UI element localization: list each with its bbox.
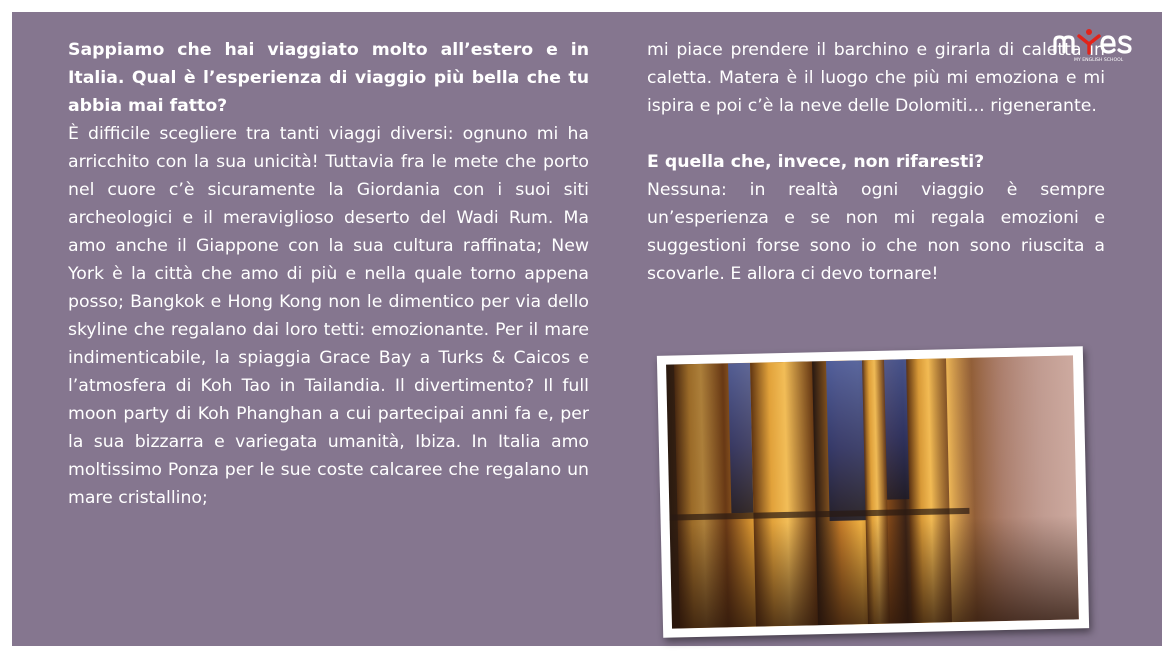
myes-logo: [1052, 28, 1142, 64]
left-column: [68, 36, 589, 512]
interview-answer-1-continued: mi piace prendere il barchino e girarla di caletta in caletta. Matera è il luogo che più mi emoziona e mi ispira e poi c’è la neve delle Dolomiti… rigenerante.: [647, 40, 1105, 116]
interview-answer-1: È difficile scegliere tra tanti viaggi diversi: ognuno mi ha arricchito con la sua unicità! Tuttavia fra le mete che porto nel cuore c’è sicuramente la Giordania con i suoi siti archeologici e il meraviglioso deserto del Wadi Rum. Ma amo anche il Giappone con la sua cultura raffinata; New York è la città che amo di più e nella quale torno appena posso; Bangkok e Hong Kong non le dimentico per via dello skyline che regalano dai loro tetti: emozionante. Per il mare indimenticabile, la spiaggia Grace Bay a Turks & Caicos e l’atmosfera di Koh Tao in Tailandia. Il divertimento? Il full moon party di Koh Phanghan a cui partecipai anni fa e, per la sua bizzarra e variegata umanità, Ibiza. In Italia amo moltissimo Ponza per le sue coste calcaree che regalano un mare cristallino;: [68, 124, 589, 508]
interview-question-1: Sappiamo che hai viaggiato molto all’estero e in Italia. Qual è l’esperienza di viaggio più bella che tu abbia mai fatto?: [68, 40, 589, 116]
right-column: [647, 36, 1105, 288]
logo-tagline: MY ENGLISH SCHOOL: [1074, 58, 1124, 63]
colonnade-photo: [666, 355, 1079, 628]
interview-question-2: E quella che, invece, non rifaresti?: [647, 152, 985, 172]
interview-answer-2: Nessuna: in realtà ogni viaggio è sempre un’esperienza e se non mi regala emozioni e suggestioni forse sono io che non sono riuscita a scovarle. E allora ci devo tornare!: [647, 180, 1105, 284]
slide: [12, 12, 1162, 646]
photo-frame: [657, 346, 1089, 638]
colonnade-photo-art: [666, 355, 1079, 628]
